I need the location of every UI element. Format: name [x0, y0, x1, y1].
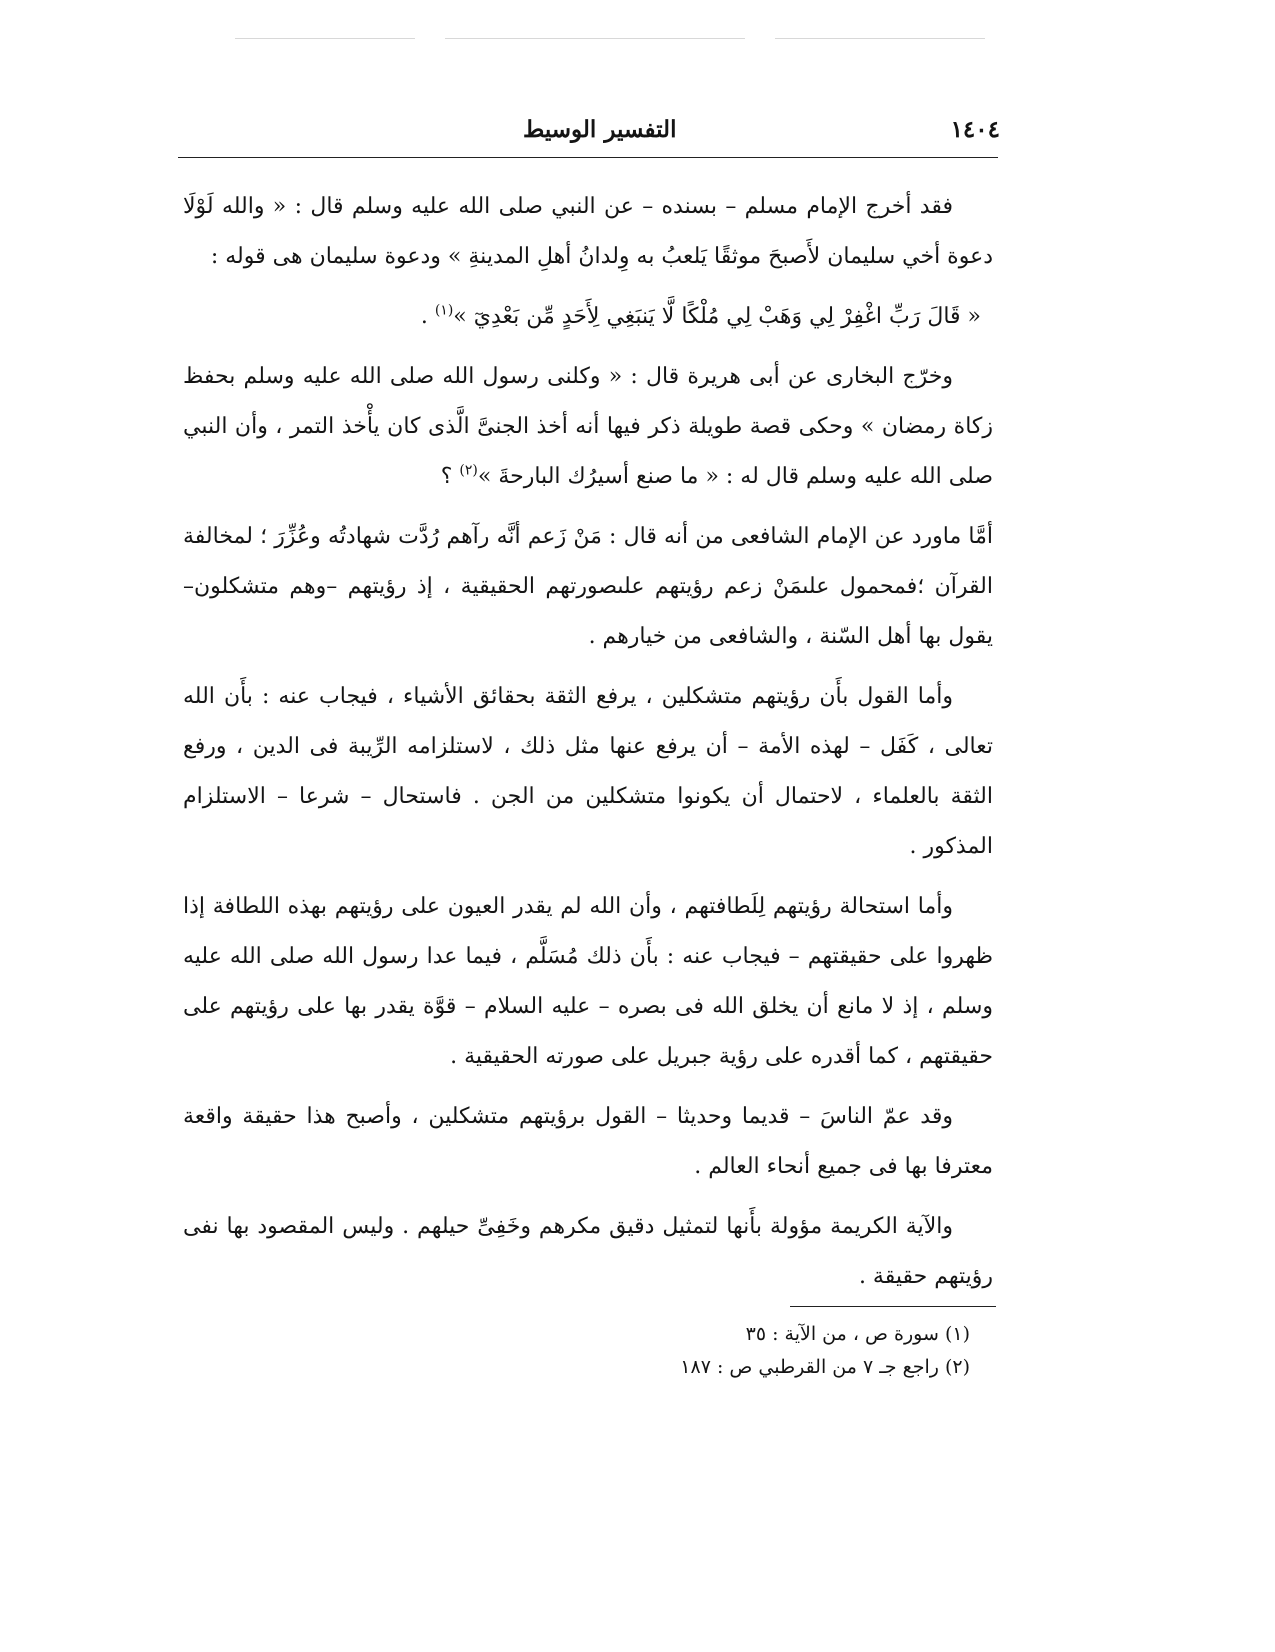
paragraph-4: وأما القول بأَن رؤيتهم متشكلين ، يرفع الثقة بحقائق الأشياء ، فيجاب عنه : بأَن الله تعالى ، كَفَل – لهذه الأمة – أن يرفع عنها مثل ذلك ، لاستلزامه الرِّيبة فى الدين ، ورفع الثقة بالعلماء ، لاحتمال أن يكونوا متشكلين من الجن . فاستحال – شرعا – الاستلزام المذكور . [183, 684, 993, 859]
page-number: ١٤٠٤ [950, 116, 1000, 143]
page-header [178, 116, 1000, 152]
paragraph-2-end: ؟ [440, 464, 460, 489]
paragraph-6: وقد عمّ الناسَ – قديما وحديثا – القول برؤيتهم متشكلين ، وأصبح هذا حقيقة واقعة معترفا بها فى جميع أنحاء العالم . [183, 1104, 993, 1179]
body-text [183, 182, 993, 1312]
scan-artifact-line [775, 38, 985, 39]
footnote-2: (٢) راجع جـ ٧ من القرطبي ص : ١٨٧ [680, 1356, 970, 1378]
paragraph-1 [183, 182, 993, 282]
quran-verse-end: . [420, 304, 435, 329]
scan-artifact-line [445, 38, 745, 39]
paragraph-2 [183, 352, 993, 502]
paragraph-7: والآية الكريمة مؤولة بأَنها لتمثيل دقيق مكرهم وخَفِىِّ حيلهم . وليس المقصود بها نفى رؤيتهم حقيقة . [183, 1214, 993, 1289]
scan-artifact-line [235, 38, 415, 39]
footnote-ref-2[interactable]: (٢) [459, 462, 478, 479]
header-divider [178, 157, 998, 158]
footnote-divider [790, 1306, 996, 1307]
footnote-ref-1[interactable]: (١) [434, 302, 454, 319]
paragraph-5: وأما استحالة رؤيتهم لِلَطافتهم ، وأن الله لم يقدر العيون على رؤيتهم بهذه اللطافة إذا ظهروا على حقيقتهم – فيجاب عنه : بأَن ذلك مُسَلَّم ، فيما عدا رسول الله صلى الله عليه وسلم ، إذ لا مانع أن يخلق الله فى بصره – عليه السلام – قوَّة يقدر بها على رؤيتهم على حقيقتهم ، كما أقدره على رؤية جبريل على صورته الحقيقية . [183, 894, 993, 1069]
paragraph-2-text: وخرّج البخارى عن أبى هريرة قال : « وكلنى رسول الله صلى الله عليه وسلم بحفظ زكاة رمضان » وحكى قصة طويلة ذكر فيها أنه أخذ الجنىَّ الَّذى كان يأْخذ التمر ، وأن النبي صلى الله عليه وسلم قال له : « ما صنع أسيرُك البارحةَ » [183, 364, 993, 489]
quran-verse [183, 292, 993, 342]
paragraph-1-text: فقد أخرج الإمام مسلم – بسنده – عن النبي صلى الله عليه وسلم قال : « والله لَوْلَا دعوة أخي سليمان لأَصبحَ موثقًا يَلعبُ به وِلدانُ أهلِ المدينةِ » ودعوة سليمان هى قوله : [183, 194, 993, 269]
page-title: التفسير الوسيط [523, 116, 677, 143]
paragraph-3: أمَّا ماورد عن الإمام الشافعى من أنه قال : مَنْ زَعم أنَّه رآهم رُدَّت شهادتُه وعُزِّرَ ؛ لمخالفة القرآن ؛فمحمول علىمَنْ زعم رؤيتهم علىصورتهم الحقيقية ، إذ رؤيتهم –وهم متشكلون– يقول بها أهل السّنة ، والشافعى من خيارهم . [183, 524, 993, 649]
footnote-1: (١) سورة ص ، من الآية : ٣٥ [745, 1323, 970, 1345]
quran-verse-text: « قَالَ رَبِّ اغْفِرْ لِي وَهَبْ لِي مُلْكًا لَّا يَنبَغِي لِأَحَدٍ مِّن بَعْدِيٓ » [453, 304, 981, 329]
footnotes [600, 1318, 970, 1384]
